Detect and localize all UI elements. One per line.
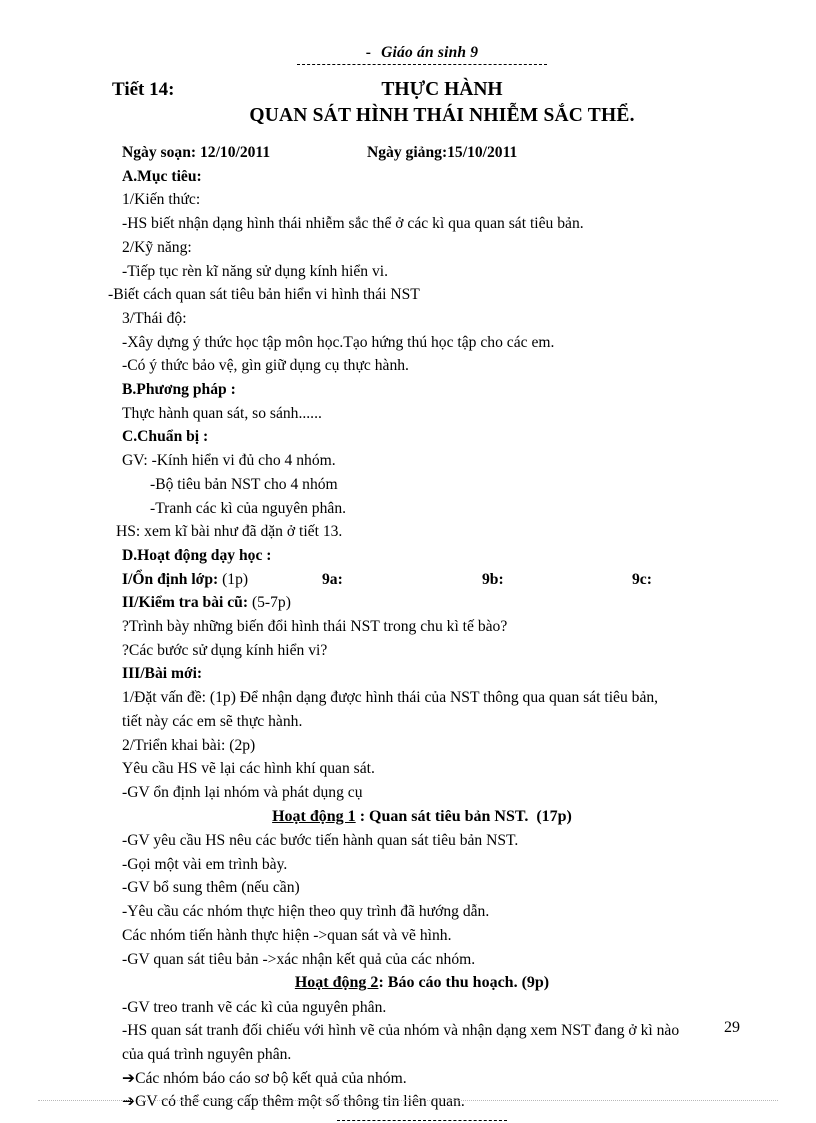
- title-block: [108, 77, 736, 139]
- trien-khai-line-1: Yêu cầu HS vẽ lại các hình khí quan sát.: [122, 760, 375, 778]
- document-content: [108, 44, 736, 1121]
- class-9b: 9b:: [482, 570, 504, 588]
- line-thai-do-1: -Xây dựng ý thức học tập môn học.Tạo hứng thú học tập cho các em.: [122, 333, 555, 351]
- line-chuan-bi-2: -Bộ tiêu bản NST cho 4 nhóm: [150, 475, 338, 493]
- date-giang: Ngày giảng:15/10/2011: [367, 144, 518, 161]
- document-title: [108, 77, 736, 130]
- activity-1-label-rest: : Quan sát tiêu bản NST. (17p): [355, 807, 572, 825]
- document-header: [108, 44, 736, 62]
- line-ky-nang-1: -Tiếp tục rèn kĩ năng sử dụng kính hiển vi.: [122, 262, 389, 280]
- activity-2-label-rest: : Báo cáo thu hoạch. (9p): [378, 974, 550, 992]
- header-dash: -: [365, 44, 372, 61]
- bottom-divider: [38, 1100, 778, 1101]
- footer-divider: [337, 1120, 507, 1121]
- activity-1-line-5: Các nhóm tiến hành thực hiện ->quan sát và vẽ hình.: [122, 926, 452, 944]
- header-divider: [297, 64, 547, 65]
- line-chuan-bi-hs: HS: xem kĩ bài như đã dặn ở tiết 13.: [116, 523, 343, 541]
- activity-2-label: Hoạt động 2: [294, 974, 379, 992]
- activity-1-line-1: -GV yêu cầu HS nêu các bước tiến hành quan sát tiêu bản NST.: [122, 832, 519, 849]
- class-row: [108, 568, 736, 592]
- lesson-number: Tiết 14:: [112, 79, 175, 100]
- class-row-label: [122, 568, 322, 592]
- line-thai-do-2: -Có ý thức bảo vệ, gìn giữ dụng cụ thực hành.: [122, 357, 409, 375]
- line-chuan-bi-3: -Tranh các kì của nguyên phân.: [150, 499, 347, 517]
- activity-2-heading: [108, 971, 736, 995]
- class-row-label-rest: (1p): [218, 570, 249, 588]
- line-kien-thuc-1: -HS biết nhận dạng hình thái nhiễm sắc thể ở các kì qua quan sát tiêu bản.: [122, 215, 584, 233]
- section-chuan-bi: C.Chuẩn bị :: [122, 428, 209, 446]
- section-muc-tieu: A.Mục tiêu:: [122, 167, 202, 185]
- class-row-label-bold: I/Ổn định lớp:: [122, 570, 219, 588]
- dat-van-de-line-2: tiết này các em sẽ thực hành.: [122, 712, 303, 730]
- line-chuan-bi-gv: GV: -Kính hiển vi đủ cho 4 nhóm.: [122, 452, 336, 470]
- trien-khai-line-2: -GV ổn định lại nhóm và phát dụng cụ: [122, 783, 363, 801]
- date-soan: Ngày soạn: 12/10/2011: [122, 144, 271, 161]
- class-9a: 9a:: [322, 570, 343, 588]
- activity-2-line-1: -GV treo tranh vẽ các kì của nguyên phân.: [122, 998, 387, 1016]
- title-line-2: QUAN SÁT HÌNH THÁI NHIỄM SẮC THỂ.: [249, 105, 635, 127]
- header-title: Giáo án sinh 9: [381, 44, 479, 61]
- dat-van-de-line-1: 1/Đặt vấn đề: (1p) Để nhận dạng được hình thái của NST thông qua quan sát tiêu bản,: [122, 689, 659, 707]
- title-line-1: THỰC HÀNH: [381, 79, 503, 100]
- activity-1-label: Hoạt động 1: [272, 807, 356, 825]
- kiem-tra-heading-rest: (5-7p): [248, 594, 291, 612]
- bai-moi-heading: III/Bài mới:: [122, 665, 203, 683]
- section-ky-nang: 2/Kỹ năng:: [122, 238, 192, 256]
- document-body: [108, 141, 736, 1121]
- line-ky-nang-2: -Biết cách quan sát tiêu bản hiển vi hình thái NST: [108, 286, 420, 304]
- section-hoat-dong-day-hoc: D.Hoạt động dạy học :: [122, 546, 272, 564]
- page-number: 29: [724, 1019, 740, 1036]
- kiem-tra-heading-bold: II/Kiểm tra bài cũ:: [122, 594, 249, 612]
- activity-1-line-6: -GV quan sát tiêu bản ->xác nhận kết quả của các nhóm.: [122, 950, 476, 968]
- activity-2-line-5: ➔GV có thể cung cấp thêm một số thông tin liên quan.: [122, 1093, 465, 1111]
- line-phuong-phap-1: Thực hành quan sát, so sánh......: [122, 404, 322, 422]
- activity-2-line-4: ➔Các nhóm báo cáo sơ bộ kết quả của nhóm.: [122, 1069, 407, 1087]
- dates-row: [108, 141, 736, 165]
- section-thai-do: 3/Thái độ:: [122, 309, 187, 327]
- kiem-tra-question-2: ?Các bước sử dụng kính hiển vi?: [122, 641, 328, 659]
- section-kien-thuc: 1/Kiến thức:: [122, 191, 201, 209]
- trien-khai-heading: 2/Triển khai bài: (2p): [122, 736, 256, 754]
- kiem-tra-question-1: ?Trình bày những biến đổi hình thái NST trong chu kì tế bào?: [122, 618, 508, 636]
- activity-1-line-3: -GV bổ sung thêm (nếu cần): [122, 879, 300, 897]
- activity-2-line-3: của quá trình nguyên phân.: [122, 1045, 292, 1063]
- section-phuong-phap: B.Phương pháp :: [122, 381, 236, 399]
- kiem-tra-heading: [108, 591, 736, 615]
- activity-1-heading: [108, 805, 736, 829]
- class-9c: 9c:: [632, 570, 652, 588]
- activity-1-line-2: -Gọi một vài em trình bày.: [122, 855, 288, 873]
- activity-1-line-4: -Yêu cầu các nhóm thực hiện theo quy trình đã hướng dẫn.: [122, 903, 490, 921]
- activity-2-line-2: -HS quan sát tranh đối chiếu với hình vẽ của nhóm và nhận dạng xem NST đang ở kì nào: [122, 1022, 680, 1040]
